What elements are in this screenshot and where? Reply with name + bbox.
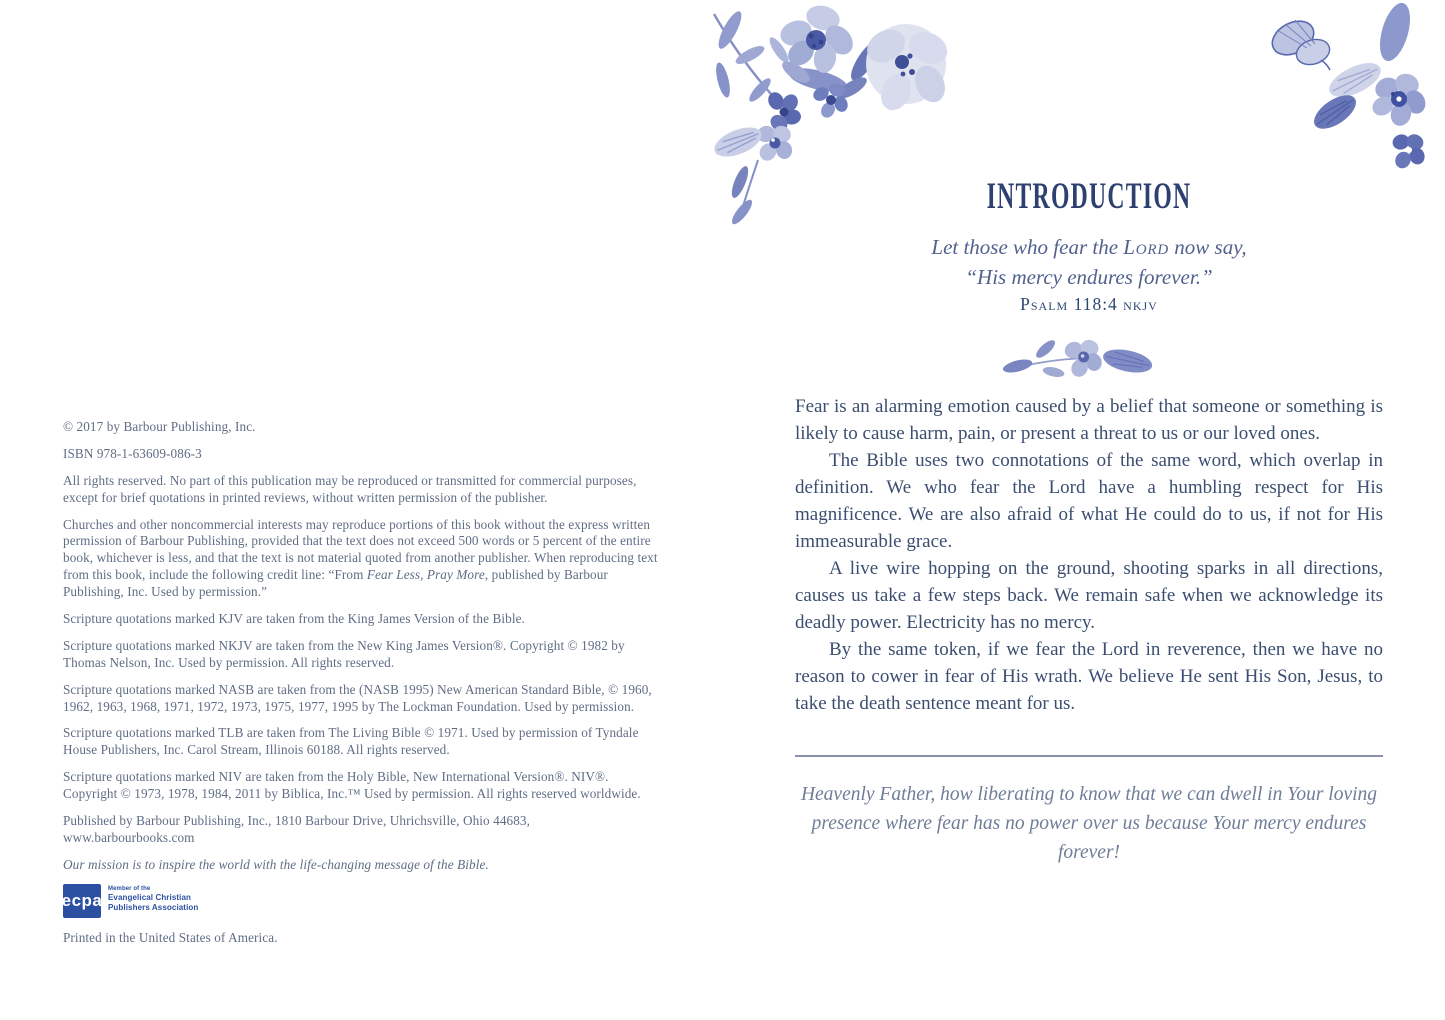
floral-sprig-icon <box>996 328 1166 383</box>
colophon-block <box>63 419 663 957</box>
page-title <box>795 178 1383 215</box>
isbn-line: ISBN 978-1-63609-086-3 <box>63 445 202 461</box>
body-paragraph-1: Fear is an alarming emotion caused by a belief that someone or something is likely to cause harm, pain, or present a threat to us or our loved ones. <box>795 396 1383 444</box>
printed-line: Printed in the United States of America. <box>63 929 278 945</box>
closing-prayer: Heavenly Father, how liberating to know that we can dwell in Your loving presence where fear has no power over us because Your mercy endures forever! <box>800 784 1378 863</box>
epigraph-line1: Let those who fear the <box>931 235 1124 259</box>
scripture-reference: Psalm 118:4 nkjv <box>1020 294 1158 314</box>
churches-paragraph <box>63 517 663 601</box>
tlb-credit: Scripture quotations marked TLB are taken from The Living Bible © 1971. Used by permission of Tyndale House Publishers, Inc. Carol Stream, Illinois 60188. All rights reserved. <box>63 725 639 758</box>
nkjv-credit: Scripture quotations marked NKJV are taken from the New King James Version®. Copyright © 1982 by Thomas Nelson, Inc. Used by permission. All rights reserved. <box>63 637 625 670</box>
introduction-page <box>723 0 1445 1020</box>
rights-paragraph: All rights reserved. No part of this publication may be reproduced or transmitted for commercial purposes, except for brief quotations in printed reviews, without written permission of the publisher. <box>63 472 637 505</box>
ecpa-publishers-line: Publishers Association <box>108 902 199 912</box>
ecpa-logo-icon: ecpa <box>63 884 101 918</box>
ecpa-evangelical-line: Evangelical Christian <box>108 893 192 903</box>
mission-statement: Our mission is to inspire the world with the life-changing message of the Bible. <box>63 856 489 872</box>
book-title-italic: Fear Less, Pray More <box>366 567 485 583</box>
ecpa-logo-text <box>108 884 198 912</box>
niv-credit: Scripture quotations marked NIV are taken from the Holy Bible, New International Version®. NIV®. Copyright © 1973, 1978, 1984, 2011 by Biblica, Inc.™ Used by permission. All rights reserved worldwide. <box>63 769 641 802</box>
churches-text-end: , published by Barbour Publishing, Inc. Used by permission.” <box>63 567 608 600</box>
page-title-text: INTRODUCTION <box>986 176 1192 217</box>
epigraph-quote <box>795 233 1383 293</box>
ecpa-logo <box>63 884 663 918</box>
introduction-body <box>795 393 1383 717</box>
nasb-credit: Scripture quotations marked NASB are taken from the (NASB 1995) New American Standard Bible, © 1960, 1962, 1963, 1968, 1971, 1972, 1973, 1975, 1977, 1995 by The Lockman Foundation. Used by permission. <box>63 681 652 714</box>
butterfly-floral-icon <box>1255 0 1445 180</box>
body-paragraph-4: By the same token, if we fear the Lord in reverence, then we have no reason to cower in fear of His wrath. We believe He sent His Son, Jesus, to take the death sentence meant for us. <box>795 639 1383 714</box>
section-divider-rule <box>795 755 1383 757</box>
publisher-line: Published by Barbour Publishing, Inc., 1810 Barbour Drive, Uhrichsville, Ohio 44683, www.barbourbooks.com <box>63 813 530 845</box>
epigraph-line2: “His mercy endures forever.” <box>965 264 1213 289</box>
body-paragraph-2: The Bible uses two connotations of the same word, which overlap in definition. We who fear the Lord have a humbling respect for His magnificence. We are also afraid of what He could do to us, if not for His immeasurable grace. <box>795 450 1383 552</box>
epigraph-lord-smallcaps: Lord <box>1123 235 1170 259</box>
body-paragraph-3: A live wire hopping on the ground, shooting sparks in all directions, causes us take a few steps back. We remain safe when we acknowledge its deadly power. Electricity has no mercy. <box>795 558 1383 633</box>
copyright-page <box>0 0 722 1020</box>
epigraph-line1-end: now say, <box>1169 235 1247 259</box>
churches-text: Churches and other noncommercial interests may reproduce portions of this book without the express written permission of Barbour Publishing, provided that the text does not exceed 500 words or 5 percent of the entire book, whichever is less, and that the text is not material quoted from another publisher. When reproducing text from this book, include the following credit line: “From <box>63 516 658 583</box>
ecpa-member-line: Member of the <box>108 885 151 892</box>
kjv-credit: Scripture quotations marked KJV are taken from the King James Version of the Bible. <box>63 611 525 627</box>
copyright-line: © 2017 by Barbour Publishing, Inc. <box>63 419 256 434</box>
